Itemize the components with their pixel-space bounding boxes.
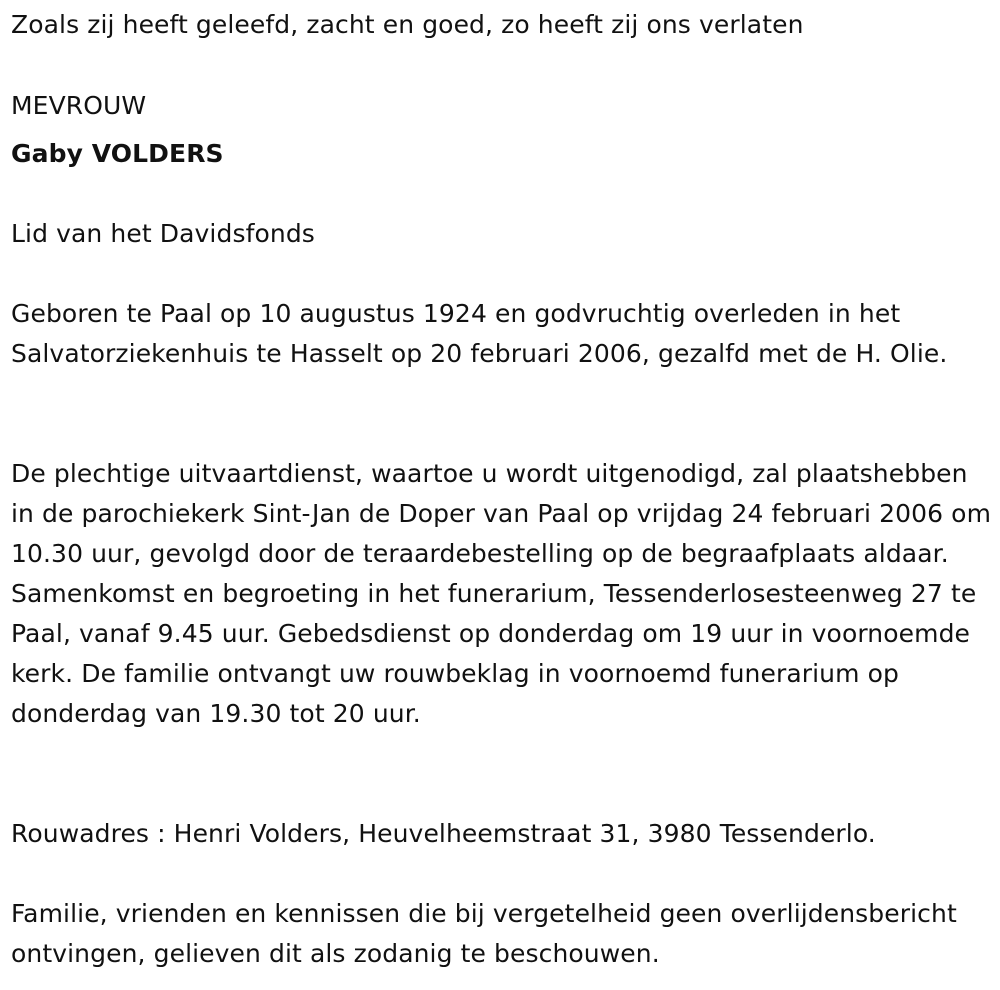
- honorific: MEVROUW: [11, 91, 147, 120]
- closing-paragraph: Familie, vrienden en kennissen die bij vergetelheid geen overlijdensbericht ontvingen, gelieven dit als zodanig te beschouwen.: [11, 899, 957, 968]
- motto: Zoals zij heeft geleefd, zacht en goed, zo heeft zij ons verlaten: [11, 10, 804, 39]
- mourning-address: Rouwadres : Henri Volders, Heuvelheemstraat 31, 3980 Tessenderlo.: [11, 819, 876, 848]
- membership: Lid van het Davidsfonds: [11, 219, 315, 248]
- deceased-name: Gaby VOLDERS: [11, 139, 224, 168]
- funeral-paragraph: De plechtige uitvaartdienst, waartoe u wordt uitgenodigd, zal plaatshebben in de parochiekerk Sint-Jan de Doper van Paal op vrijdag 24 februari 2006 om 10.30 uur, gevolgd door de teraardebestelling op de begraafplaats aldaar. Samenkomst en begroeting in het funerarium, Tessenderlosesteenweg 27 te Paal, vanaf 9.45 uur. Gebedsdienst op donderdag om 19 uur in voornoemde kerk. De familie ontvangt uw rouwbeklag in voornoemd funerarium op donderdag van 19.30 tot 20 uur.: [11, 459, 992, 728]
- birth-death-paragraph: Geboren te Paal op 10 augustus 1924 en godvruchtig overleden in het Salvatorziekenhuis te Hasselt op 20 februari 2006, gezalfd met de H. Olie.: [11, 299, 948, 368]
